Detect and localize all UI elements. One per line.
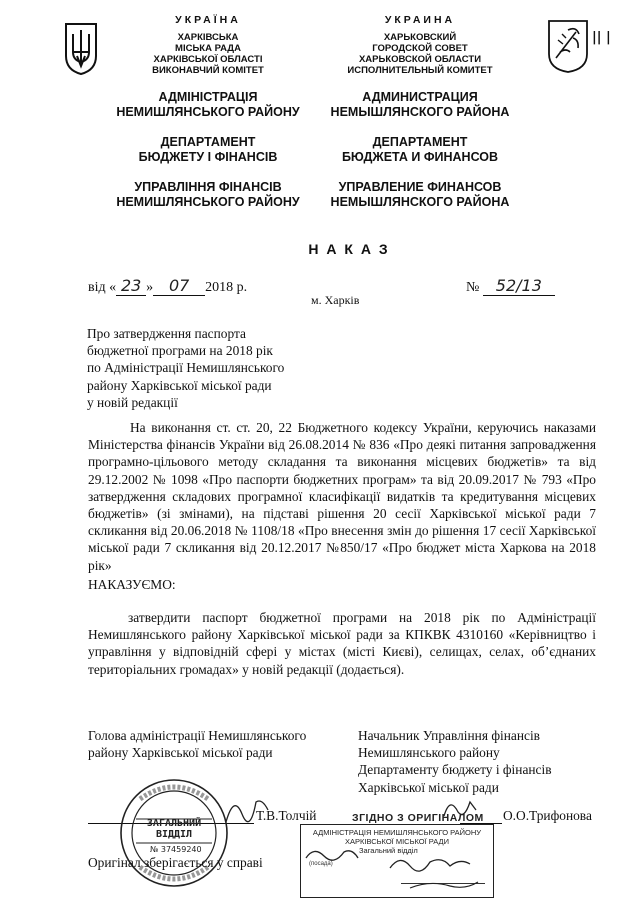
copy-stamp-lines: АДМІНІСТРАЦІЯ НЕМИШЛЯНСЬКОГО РАЙОНУ ХАРКІВСЬКОЇ МІСЬКОЇ РАДИ Загальний відділ bbox=[312, 828, 482, 855]
general-department-stamp-text: ЗАГАЛЬНИЙ ВІДДІЛ bbox=[146, 818, 202, 840]
signature-left-title: Голова адміністрації Немишлянського району Харківської міської ради bbox=[88, 728, 307, 761]
header-right-council: ХАРЬКОВСКИЙ ГОРОДСКОЙ СОВЕТ ХАРЬКОВСКОЙ ОБЛАСТИ ИСПОЛНИТЕЛЬНЫЙ КОМИТЕТ bbox=[347, 32, 493, 76]
order-number: № 52/13 bbox=[466, 276, 555, 296]
footer-original-note: Оригінал зберігається у справі bbox=[88, 855, 263, 870]
header-right-admin: АДМИНИСТРАЦИЯ НЕМЫШЛЯНСКОГО РАЙОНА bbox=[330, 90, 510, 119]
date-day: 23 bbox=[116, 276, 146, 296]
handwritten-signature-right bbox=[440, 792, 480, 822]
trident-coat-of-arms-icon bbox=[64, 22, 98, 76]
date-month: 07 bbox=[153, 276, 205, 296]
header-left-management: УПРАВЛІННЯ ФІНАНСІВ НЕМИШЛЯНСЬКОГО РАЙОНУ bbox=[116, 180, 300, 209]
header-left-admin: АДМІНІСТРАЦІЯ НЕМИШЛЯНСЬКОГО РАЙОНУ bbox=[116, 90, 300, 119]
preamble-paragraph: На виконання ст. ст. 20, 22 Бюджетного кодексу України, керуючись наказами Міністерства фінансів України від 26.08.2014 № 836 «Про деякі питання запровадження програмно-цільового методу складання та виконання місцевих бюджетів» та від 29.12.2002 № 1098 «Про паспорти бюджетних програм» та від 20.09.2017 № 793 «Про затвердження складових програмної класифікації видатків та кредитування місцевих бюджетів» (зі змінами), на підставі рішення 20 сесії Харківської міської ради 7 скликання від 20.06.2018 № 1108/18 «Про внесення змін до рішення 17 сесії Харківської міської ради 7 скликання від 20.12.2017 №850/17 «Про бюджет міста Харкова на 2018 рік» bbox=[88, 420, 596, 573]
signature-right-title: Начальник Управління фінансів Немишлянського району Департаменту бюджету і фінансів Харківської міської ради bbox=[358, 728, 552, 795]
header-left-council: ХАРКІВСЬКА МІСЬКА РАДА ХАРКІВСЬКОЇ ОБЛАСТІ ВИКОНАВЧИЙ КОМІТЕТ bbox=[152, 32, 264, 76]
header-left-country: УКРАЇНА bbox=[175, 14, 241, 26]
right-emblem bbox=[546, 18, 590, 79]
signature-left-name: Т.В.Толчій bbox=[256, 808, 317, 823]
signature-right-name: О.О.Трифонова bbox=[503, 808, 592, 823]
order-title: Н А К А З bbox=[308, 241, 390, 257]
order-city: м. Харків bbox=[311, 293, 360, 307]
order-subject: Про затвердження паспорта бюджетної програми на 2018 рік по Адміністрації Немишлянського району Харківської міської ради у новій редакції bbox=[87, 326, 285, 410]
handwritten-copy-stamp-notes bbox=[300, 836, 492, 898]
general-department-stamp-code: № 37459240 bbox=[150, 845, 202, 854]
copy-stamp-title: ЗГІДНО З ОРИГІНАЛОМ bbox=[352, 812, 484, 824]
header-left-department: ДЕПАРТАМЕНТ БЮДЖЕТУ І ФІНАНСІВ bbox=[138, 135, 278, 164]
order-date: від « 23 » 07 2018 р. bbox=[88, 276, 248, 295]
number-value: 52/13 bbox=[483, 276, 555, 296]
order-body-paragraph: затвердити паспорт бюджетної програми на 2018 рік по Адміністрації Немишлянського району Харківської міської ради за КПКВК 4310160 «Керівництво і управління у відповідній сфері у містах (місті Києві), селищах, селах, об’єднаних територіальних громадах» у новій редакції (додається). bbox=[88, 610, 596, 677]
right-corner-mark: || | bbox=[592, 30, 611, 45]
copy-stamp-label: (посада) bbox=[309, 861, 333, 867]
left-emblem bbox=[64, 22, 98, 81]
header-right-management: УПРАВЛЕНИЕ ФИНАНСОВ НЕМЫШЛЯНСКОГО РАЙОНА bbox=[330, 180, 510, 209]
handwritten-signature-left bbox=[222, 788, 272, 828]
kharkiv-coat-of-arms-icon bbox=[546, 18, 590, 74]
order-word: НАКАЗУЄМО: bbox=[88, 577, 176, 592]
header-right-country: УКРАИНА bbox=[384, 14, 456, 26]
header-right-department: ДЕПАРТАМЕНТ БЮДЖЕТА И ФИНАНСОВ bbox=[341, 135, 499, 164]
